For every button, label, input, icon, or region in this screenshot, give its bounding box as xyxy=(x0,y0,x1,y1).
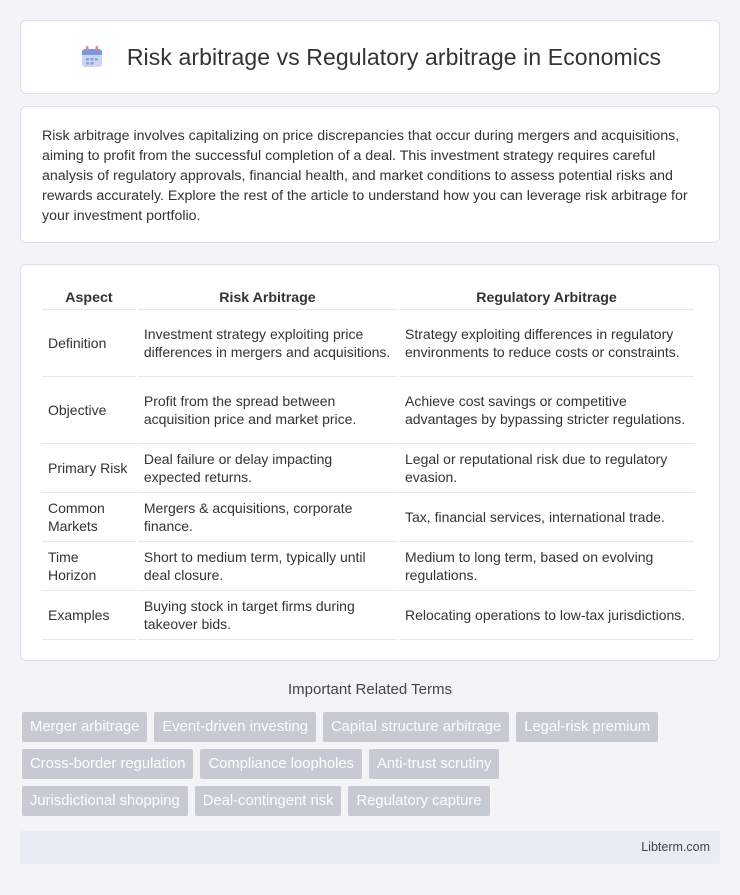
aspect-cell: Time Horizon xyxy=(42,542,136,591)
table-row xyxy=(42,591,694,640)
aspect-cell: Objective xyxy=(42,377,136,444)
regulatory-cell: Relocating operations to low-tax jurisdictions. xyxy=(399,591,694,640)
aspect-cell: Primary Risk xyxy=(42,444,136,493)
table-row xyxy=(42,310,694,377)
comparison-table-card xyxy=(20,264,720,661)
tag-deal-contingent-risk[interactable]: Deal-contingent risk xyxy=(195,786,342,816)
footer xyxy=(20,831,720,864)
aspect-cell: Definition xyxy=(42,310,136,377)
regulatory-cell: Tax, financial services, international trade. xyxy=(399,493,694,542)
tag-cross-border-regulation[interactable]: Cross-border regulation xyxy=(22,749,193,779)
tag-legal-risk-premium[interactable]: Legal-risk premium xyxy=(516,712,658,742)
calendar-icon xyxy=(79,44,105,70)
intro-text: Risk arbitrage involves capitalizing on price discrepancies that occur during mergers and acquisitions, aiming to profit from the successful completion of a deal. This investment strategy requires careful analysis of regulatory approvals, financial health, and market conditions to assess potential risks and rewards accurately. Explore the rest of the article to understand how you can leverage risk arbitrage for your investment portfolio. xyxy=(42,128,688,224)
regulatory-cell: Achieve cost savings or competitive advantages by bypassing stricter regulations. xyxy=(399,377,694,444)
header-regulatory-arbitrage: Regulatory Arbitrage xyxy=(399,285,694,310)
tag-merger-arbitrage[interactable]: Merger arbitrage xyxy=(22,712,147,742)
table-row xyxy=(42,377,694,444)
aspect-cell: Common Markets xyxy=(42,493,136,542)
aspect-cell: Examples xyxy=(42,591,136,640)
risk-cell: Investment strategy exploiting price differences in mergers and acquisitions. xyxy=(138,310,397,377)
comparison-table xyxy=(40,285,696,640)
tag-regulatory-capture[interactable]: Regulatory capture xyxy=(348,786,489,816)
tag-jurisdictional-shopping[interactable]: Jurisdictional shopping xyxy=(22,786,188,816)
footer-site-link[interactable]: Libterm.com xyxy=(641,840,710,854)
header-card xyxy=(20,20,720,94)
table-header-row xyxy=(42,285,694,310)
risk-cell: Mergers & acquisitions, corporate finance. xyxy=(138,493,397,542)
header-risk-arbitrage: Risk Arbitrage xyxy=(138,285,397,310)
tag-capital-structure-arbitrage[interactable]: Capital structure arbitrage xyxy=(323,712,509,742)
regulatory-cell: Strategy exploiting differences in regulatory environments to reduce costs or constraints. xyxy=(399,310,694,377)
regulatory-cell: Medium to long term, based on evolving regulations. xyxy=(399,542,694,591)
regulatory-cell: Legal or reputational risk due to regulatory evasion. xyxy=(399,444,694,493)
tag-row xyxy=(22,712,722,742)
tag-compliance-loopholes[interactable]: Compliance loopholes xyxy=(200,749,362,779)
risk-cell: Buying stock in target firms during takeover bids. xyxy=(138,591,397,640)
risk-cell: Profit from the spread between acquisition price and market price. xyxy=(138,377,397,444)
tag-row xyxy=(22,786,722,816)
table-row xyxy=(42,542,694,591)
risk-cell: Deal failure or delay impacting expected returns. xyxy=(138,444,397,493)
risk-cell: Short to medium term, typically until deal closure. xyxy=(138,542,397,591)
intro-card xyxy=(20,106,720,243)
page-title: Risk arbitrage vs Regulatory arbitrage in Economics xyxy=(126,43,662,70)
tag-anti-trust-scrutiny[interactable]: Anti-trust scrutiny xyxy=(369,749,499,779)
header-aspect: Aspect xyxy=(42,285,136,310)
related-terms-title: Important Related Terms xyxy=(288,681,452,698)
related-terms-list xyxy=(22,712,722,823)
tag-event-driven-investing[interactable]: Event-driven investing xyxy=(154,712,316,742)
table-row xyxy=(42,493,694,542)
table-row xyxy=(42,444,694,493)
tag-row xyxy=(22,749,722,779)
